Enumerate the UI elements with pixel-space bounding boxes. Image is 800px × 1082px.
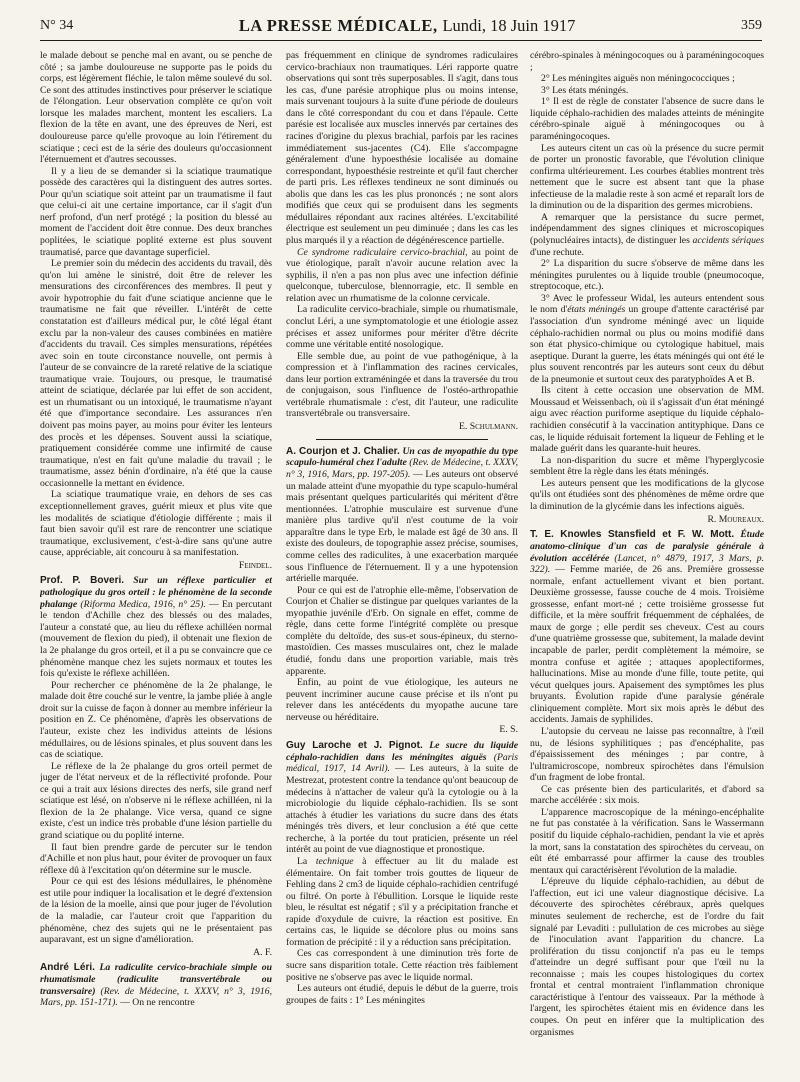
paragraph: Il faut bien prendre garde de percuter sur le tendon d'Achille et non plus haut, pour éviter de provoquer un faux réflexe dû à l'excitation qu'on détermine sur le muscle. [40, 841, 272, 876]
reviewer-signature: Feindel. [238, 559, 272, 571]
paragraph-text: d'une rechute. [530, 246, 584, 258]
article-text: — Femme mariée, de 26 ans. Première grossesse normale, enfant actuellement vivant et bien portant. Deuxième grossesse, fausse couche de 4 mois. Troisième grossesse, enfant mort-né ; cette troisième grossesse fut difficile, et la mère souffrit fréquemment de céphalées, de maux de gorge ; elle perdit ses cheveux. C'est au cours d'une quatrième grossesse que, subitement, la malade devint incapable de parler, perdit complètement la mémoire, se montra confuse et agitée ; attaques apoplectiformes, hallucinations. Mise au monde d'une fille, toute petite, qui vécut quelques jours. Apaisement des symptômes les plus bruyants. Évolution rapide d'une paralysie générale cliniquement complète. Mort six mois après le début des accidents. Jamais de syphilides. [530, 564, 764, 726]
column-3 [530, 50, 764, 1074]
paragraph: L'autopsie du cerveau ne laisse pas reconnaître, à l'œil nu, de lésions syphilitiques ; pas d'encéphalite, pas d'épaississement des méninges ; par contre, à l'ultramicroscope, nombreux spirochètes dans l'émulsion d'un fragment de lobe frontal. [530, 725, 764, 784]
paragraph: Pour rechercher ce phénomène de la 2e phalange, le malade doit être couché sur le ventre, la jambe pliée à angle droit sur la cuisse de façon à donner au membre inférieur la position en Z. Ce phénomène, d'après les observations de l'auteur, existe chez les individus atteints de lésions médullaires, ou de lésions spinales, et plus souvent dans les cas de sciatique. [40, 679, 272, 761]
article-title: Étude anatomo-clinique d'un cas de paralysie générale à évolution accélérée [530, 529, 764, 564]
issue-date: Lundi, 18 Juin 1917 [442, 16, 576, 35]
article-text: — On ne rencontre [120, 997, 195, 1009]
article-author: T. E. Knowles Stansfield et F. W. Mott. [530, 529, 735, 541]
article-text: — Les auteurs, à la suite de Mestrezat, protestent contre la tendance qu'ont beaucoup de médecins à n'attacher de valeur qu'à la cytologie ou à la microbiologie du liquide céphalo-rachidien. Ils se sont attachés à étudier les variations du sucre dans des états méningés très divers, et leur conclusion a été que cette recherche, à la portée du tout praticien, présente un réel intérêt au point de vue diagnostique et pronostique. [286, 763, 518, 856]
article-title: Un cas de myopathie du type scapulo-huméral chez l'adulte [286, 445, 518, 469]
paragraph: cérébro-spinales à méningocoques ou à paraméningocoques ; [530, 50, 764, 73]
article-heading [40, 962, 272, 1009]
paragraph: La non-disparition du sucre et même l'hyperglycosie semblent être la règle dans les états méningés. [530, 454, 764, 478]
paragraph: Le réflexe de la 2e phalange du gros orteil permet de juger de l'état nerveux et de la réflectivité profonde. Pour ce qui a trait aux lésions directes des nerfs, sile grand nerf sciatique est lésé, on n'observe ni le réflexe achilléen, ni la flexion de la 2e phalange. Vice versa, quand ce signe existe, c'est un indice très probable d'une lésion partielle du grand sciatique ou du poplité interne. [40, 760, 272, 842]
paragraph: Ces cas correspondent à une diminution très forte de sucre sans disparition totale. Cette réaction très faiblement positive ne s'observe pas avec le liquide normal. [286, 948, 518, 983]
article-author: Prof. P. Boveri. [40, 575, 125, 587]
paragraph: Enfin, au point de vue étiologique, les auteurs ne peuvent incriminer aucune cause précise et ils n'ont pu relever dans les antécédents du myopathe aucune tare nerveuse ou héréditaire. [286, 677, 518, 723]
article-author: Guy Laroche et J. Pignot. [286, 739, 423, 751]
page-number: 359 [741, 18, 762, 33]
paragraph [286, 856, 518, 949]
article-source: (Rev. de Médecine, t. XXXV, n° 3, 1916, Mars, pp. 151-171). [40, 985, 272, 1009]
paragraph: Le premier soin du médecin des accidents du travail, dès qu'on lui amène le sinistré, doit être de relever les mensurations des circonférences des membres. Il peut y avoir hypotrophie du fait d'une sciatique ancienne que le traumatisme ne fait que réveiller. L'intérêt de cette constatation est d'ailleurs médical pur, le côté légal étant exclu par la non-valeur des causes combinées en matière d'accidents du travail. Ces simples mensurations, répétées avec soin en toute circonstance nouvelle, ont permis à l'auteur de se convaincre de la rareté relative de la sciatique traumatique vraie. Toujours, ou presque, le traumatisé atteint de sciatique, déclarée par lui effet de son accident, est un rhumatisant ou un intoxiqué, le traumatisme n'ayant été que d'importance secondaire. Les assurances n'en doivent pas moins payer, au moins pour éviter les lenteurs des procès et les dépenses. Souvent aussi la sciatique, pratiquement considérée comme une infirmité de cause traumatique, n'est en fait qu'une maladie du travail ; le traumatisme, assez bénin d'ordinaire, n'a été que la cause occasionnelle la mettant en évidence. [40, 258, 272, 489]
paragraph: La radiculite cervico-brachiale, simple ou rhumatismale, conclut Léri, a une symptomatologie et une étiologie assez précises et assez uniformes pour mériter d'être décrite comme une véritable entité nosologique. [286, 304, 518, 351]
paragraph: 1° Il est de règle de constater l'absence de sucre dans le liquide céphalo-rachidien des malades atteints de méningite cérébro-spinale aiguë à méningocoques ou à paraméningocoques. [530, 96, 764, 142]
emphasis: états méningés [567, 304, 626, 316]
paragraph: La sciatique traumatique vraie, en dehors de ses cas exceptionnellement graves, guérit mieux et plus vite que les modalités de sciatique d'étiologie différente ; mais il faut bien savoir qu'il est rare de rencontrer une sciatique traumatique, exclusivement, c'est-à-dire sans qu'une autre cause, appréciable, ait concouru à sa manifestation. [40, 489, 272, 559]
article-source: (Riforma Medica, 1916, n° 25). [80, 598, 206, 610]
list-item: 3° Les états méningés. [541, 84, 629, 96]
column-1 [40, 50, 272, 1074]
article-source: (Rev. de Médecine, t. XXXV, n° 3, 1916, Mars, pp. 197-205). [286, 457, 518, 481]
paragraph: le malade debout se penche mal en avant, ou se penche de côté ; sa jambe douloureuse ne supporte pas le poids du corps, est légèrement fléchie, le talon même soulevé du sol. Ce sont des attitudes instinctives pour préserver le sciatique de l'élongation. Leur observation complète ce qu'on voit lorsque les malades marchent, montent les escaliers. La flexion de la tête en avant, une des épreuves de Neri, est douloureuse parce qu'elle provoque au loin l'étirement du sciatique ; ceci est de la série des douleurs qu'occasionnent l'éternuement et d'autres secousses. [40, 50, 272, 166]
paragraph: Pour ce qui est des lésions médullaires, le phénomène est utile pour indiquer la localisation et le degré d'extension de la lésion de la moelle, ainsi que pour juger de l'évolution de la maladie, car l'auteur croit que l'apparition du phénomène, chez des sujets qui ne le présentaient pas auparavant, est un signe d'amélioration. [40, 876, 272, 946]
paragraph-text: un groupe d'attente caractérisé par l'association d'un syndrome méningé avec un liquide céphalo-rachidien normal ou plus ou moins modifié dans son état physico-chimique ou cytologique habituel, mais aseptique. Durant la guerre, les états méningés qui ont été le plus souvent rencontrés par les auteurs sont ceux du début de la pneumonie et surtout ceux des paratyphoïdes A et B. [530, 304, 764, 385]
paragraph: Il y a lieu de se demander si la sciatique traumatique possède des caractères qui la distinguent des autres sortes. Pour qu'un sciatique soit atteint par un traumatisme il faut que celui-ci ait une certaine importance, car il s'agit d'un nerf profond, d'un nerf protégé ; la position du blessé au moment de l'accident doit être connue. Des deux branches poplitées, le sciatique poplité externe est plus souvent traumatisé, parce que davantage superficiel. [40, 165, 272, 258]
list-item: 2° Les méningites aiguës non méningococciques ; [541, 73, 735, 85]
journal-name: LA PRESSE MÉDICALE, [238, 16, 438, 35]
paragraph: pas fréquemment en clinique de syndromes radiculaires cervico-brachiaux non traumatiques. Léri rapporte quatre observations qui sont très superposables. Il s'agit, dans tous les cas, d'une parésie atrophique plus ou moins intense, mais survenant toujours à la suite d'une période de douleurs dans le côté correspondant du cou et dans l'épaule. Cette parésie est localisée aux muscles innervés par certaines des racines d'origine du plexus brachial, parfois par les racines immédiatement sus-jacentes (C4). Elle s'accompagne généralement d'une hypoesthésie localisée au domaine correspondant, hypoesthésie restreinte et qu'il faut chercher de parti pris. Les réflexes tendineux ne sont diminués ou abolis que dans les cas les plus prononcés ; ne sont alors modifiés que ceux qui se produisent dans les segments médullaires répondant aux racines altérées. L'excitabilité électrique est seulement un peu diminuée ; dans les cas les plus marqués il y a réaction de dégénérescence partielle. [286, 50, 518, 246]
reviewer-signature: R. Moureaux. [707, 513, 764, 525]
article-title: Le sucre du liquide céphalo-rachidien dans les méningites aiguës [286, 739, 518, 763]
article-heading [40, 575, 272, 679]
article-heading [286, 446, 518, 585]
article-heading [530, 529, 764, 726]
paragraph-text: A remarquer que la persistance du sucre permet, indépendamment des signes cliniques et microscopiques (polynucléaires intacts), de distinguer les [530, 211, 764, 246]
column-2 [286, 50, 518, 1074]
paragraph: 2° La disparition du sucre s'observe de même dans les méningites purulentes ou à liquide trouble (pneumocoque, streptocoque, etc.). [530, 258, 764, 293]
issue-number: N° 34 [40, 18, 74, 33]
paragraph-text: au point de vue étiologique, paraît n'avoir aucune relation avec la syphilis, il n'en a pas non plus avec une infection définie quelconque, tuberculose, blennorragie, etc. Il semble en relation avec un rhumatisme de la colonne cervicale. [286, 246, 518, 304]
paragraph: Ils citent à cette occasion une observation de MM. Moussaud et Weissenbach, où il s'agissait d'un état méningé aigu avec réaction puriforme aseptique du liquide céphalo-rachidien consécutif à la vaccination antityphique. Dans ce cas, le liquide réduisait fortement la liqueur de Fehling et le malade guérit dans les quarante-huit heures. [530, 385, 764, 455]
paragraph-text: La [297, 855, 308, 867]
paragraph: Les auteurs pensent que les modifications de la glycose qu'ils ont étudiées sont des phénomènes de même ordre que la diminution de la glycémie dans les infections aiguës. [530, 477, 764, 512]
reviewer-signature: A. F. [253, 946, 272, 958]
emphasis: technique [315, 855, 354, 867]
article-title: La radiculite cervico-brachiale simple ou rhumatismale (radiculite transvertébrale ou transversaire) [40, 962, 272, 997]
article-author: André Léri. [40, 962, 95, 974]
emphasis: Ce syndrome radiculaire cervico-brachial, [297, 246, 468, 258]
paragraph: L'apparence macroscopique de la méningo-encéphalite ne fut pas constatée à la vérification. Sans le Wassermann positif du liquide céphalo-rachidien, pendant la vie et après la mort, sans la constatation des spirochètes du cerveau, on eût été embarrassé pour affirmer la cause des troubles mentaux qui caractérisèrent l'évolution de la maladie. [530, 806, 764, 876]
paragraph: Elle semble due, au point de vue pathogénique, à la compression et à l'inflammation des racines cervicales, dans leur portion extraméningée et dans la traversée du trou de conjugaison, sous l'influence de l'ostéo-arthropathie vertébrale rhumatismale : c'est, dit l'auteur, une radiculite transvertébrale ou transversaire. [286, 350, 518, 420]
section-divider [316, 439, 488, 440]
article-author: A. Courjon et J. Chalier. [286, 445, 400, 457]
journal-title [239, 16, 576, 36]
article-source: (Paris médical, 1917, 14 Avril). [286, 751, 518, 775]
paragraph: Les auteurs citent un cas où la présence du sucre permit de porter un pronostic favorable, que l'évolution clinique confirma ultérieurement. Les courbes établies montrent très nettement que le sucre est absent tant que la phase infectieuse de la maladie reste à son acmé et reparaît lors de la diminution ou de la disparition des germes microbiens. [530, 142, 764, 212]
paragraph: L'épreuve du liquide céphalo-rachidien, au début de l'affection, eut ici une valeur diagnostique décisive. La découverte des spirochètes cérébraux, après quelques minutes seulement de recherche, est de l'ordre du fait signalé par Levaditi : pullulation de ces microbes au siège de l'inoculation avant l'apparition du chancre. La prolifération du tissu conjonctif n'a pas eu le temps d'atteindre un degré suffisant pour que l'œil nu la reconnaisse ; mais les coupes histologiques du cortex frontal et central montraient l'inflammation chronique caractéristique à l'entour des vaisseaux. Par la méthode à l'argent, les spirochètes étaient mis en évidence dans les coupes. On peut en inférer que la multiplication des organismes [530, 876, 764, 1038]
paragraph [530, 293, 764, 386]
paragraph-text: à effectuer au lit du malade est élémentaire. On fait tomber trois gouttes de liqueur de Fehling dans 2 cm3 de liquide céphalo-rachidien centrifugé ou filtré. On porte à l'ébullition. Lorsque le liquide reste bleu, le résultat est négatif ; s'il y a précipitation franche et rapide d'oxydule de cuivre, la réaction est positive. En certains cas, le liquide se décolore plus ou moins sans formation de précipité : il y a réduction sans précipitation. [286, 855, 518, 948]
paragraph: Pour ce qui est de l'atrophie elle-même, l'observation de Courjon et Chalier se distingue par quelques variantes de la myopathie juvénile d'Erb. On signale en effet, comme de règle, dans cette forme l'intégrité complète ou presque complète du deltoïde, des sus-et sous-épineux, du sterno-mastoïdien. Ces masses musculaires ont, chez le malade étudié, fondu dans une proportion variable, mais très apparente. [286, 584, 518, 677]
article-text: — En percutant le tendon d'Achille chez des blessés ou des malades, l'auteur a constaté que, au lieu du réflexe achilléen normal (mouvement de flexion du pied), il obtenait une flexion de la 2e phalange du gros orteil, et il a pu se convaincre que ce phénomène manque chez les sujets normaux et toutes les fois qu'existe le réflexe achilléen. [40, 598, 272, 680]
article-text: — Les auteurs ont observé un malade atteint d'une myopathie du type scapulo-huméral mais présentant quelques particularités qui méritent d'être mentionnées. L'atrophie musculaire est survenue d'une manière plus tardive qu'il n'est coutume de la voir apparaître dans le type Erb, le malade est âgé de 30 ans. Il existe des douleurs, de topographie assez précise, soumises, comme celles des radiculites, à une exacerbation marquée sous l'influence de l'éternuement. Il y a une hypotension artérielle marquée. [286, 469, 518, 585]
emphasis: accidents sériques [692, 235, 764, 246]
paragraph: Les auteurs ont étudié, depuis le début de la guerre, trois groupes de faits : 1° Les méningites [286, 983, 518, 1006]
reviewer-signature: E. Schulmann. [458, 421, 518, 432]
paragraph: Ce cas présente bien des particularités, et d'abord sa marche accélérée : six mois. [530, 783, 764, 807]
article-source: (Lancet, n° 4879, 1917, 3 Mars, p. 322). [530, 552, 764, 576]
page-header [40, 12, 762, 41]
paragraph [286, 247, 518, 305]
paragraph-text: 3° Avec le professeur Widal, les auteurs entendent sous le nom d' [530, 292, 764, 316]
reviewer-signature: E. S. [499, 724, 518, 736]
article-title: Sur un réflexe particulier et pathologique du gros orteil : le phénomène de la seconde phalange [40, 575, 272, 610]
paragraph [530, 212, 764, 258]
article-heading [286, 740, 518, 856]
list [530, 73, 764, 96]
